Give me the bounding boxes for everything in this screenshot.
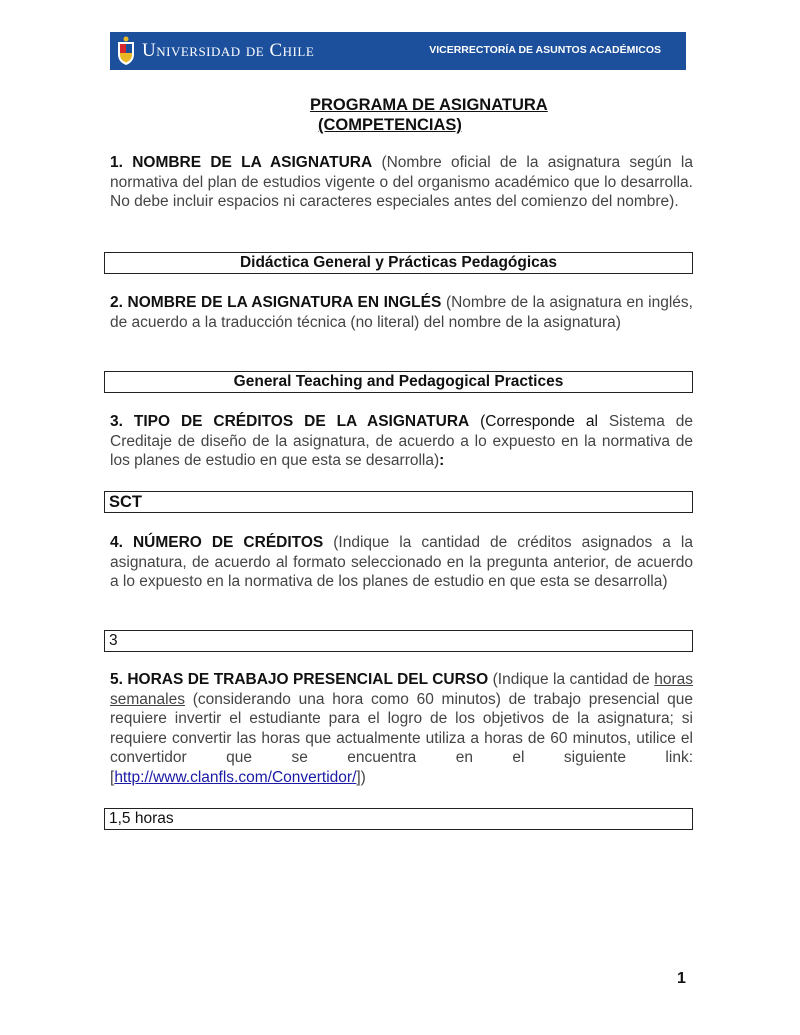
section-description-c: ]) [356,768,366,786]
title-line-1: PROGRAMA DE ASIGNATURA [310,96,548,114]
section-course-name-english [110,293,693,332]
section-heading: 5. HORAS DE TRABAJO PRESENCIAL DEL CURSO [110,671,489,688]
section-description-b: Sistema de Creditaje de diseño de la asignatura, de acuerdo a lo expuesto en la normativa de los planes de estudio en que esta se desarrolla) [110,413,693,469]
vice-rectory-label: VICERRECTORÍA DE ASUNTOS ACADÉMICOS [429,44,661,56]
section-heading: 1. NOMBRE DE LA ASIGNATURA [110,154,373,171]
answer-contact-hours: 1,5 horas [104,808,693,830]
section-course-name [110,153,693,212]
title-line-2: (COMPETENCIAS) [318,116,462,134]
section-heading: 4. NÚMERO DE CRÉDITOS [110,534,324,551]
section-description-a: (Indique la cantidad de [492,671,650,688]
answer-credit-type: SCT [104,491,693,513]
answer-credit-number: 3 [104,630,693,652]
answer-course-name: Didáctica General y Prácticas Pedagógicas [104,252,693,274]
section-description-a: (Corresponde al [480,413,598,430]
section-description-b: (considerando una hora como 60 minutos) de trabajo presencial que requiere invertir el estudiante para el logro de los objetivos de la asignatura; si requiere convertir las horas que actualmente utiliza a horas de 60 minutos, utilice el convertidor que se encuentra en el siguiente link: [ [110,690,693,786]
university-name: Universidad de Chile [142,40,315,61]
weekly-hours-underlined: horas semanales [110,671,693,708]
university-shield-icon [116,36,136,66]
section-credit-type [110,412,693,471]
header-banner [110,32,686,70]
section-contact-hours [110,670,693,787]
answer-course-name-english: General Teaching and Pedagogical Practices [104,371,693,393]
document-title [300,95,600,135]
section-colon: : [439,452,445,469]
converter-link[interactable]: http://www.clanfls.com/Convertidor/ [114,768,357,786]
section-description: (Nombre de la asignatura en inglés, de acuerdo a la traducción técnica (no literal) del nombre de la asignatura) [110,294,693,331]
section-credit-number [110,533,693,592]
page-number: 1 [677,970,686,987]
section-description: (Indique la cantidad de créditos asignados a la asignatura, de acuerdo al formato seleccionado en la pregunta anterior, de acuerdo a lo expuesto en la normativa de los planes de estudio en que esta se desarrolla) [110,534,693,590]
section-heading: 3. TIPO DE CRÉDITOS DE LA ASIGNATURA [110,413,470,430]
section-heading: 2. NOMBRE DE LA ASIGNATURA EN INGLÉS [110,294,442,311]
section-description: (Nombre oficial de la asignatura según la normativa del plan de estudios vigente o del organismo académico que lo desarrolla. No debe incluir espacios ni caracteres especiales antes del comienzo del nombre). [110,154,693,210]
